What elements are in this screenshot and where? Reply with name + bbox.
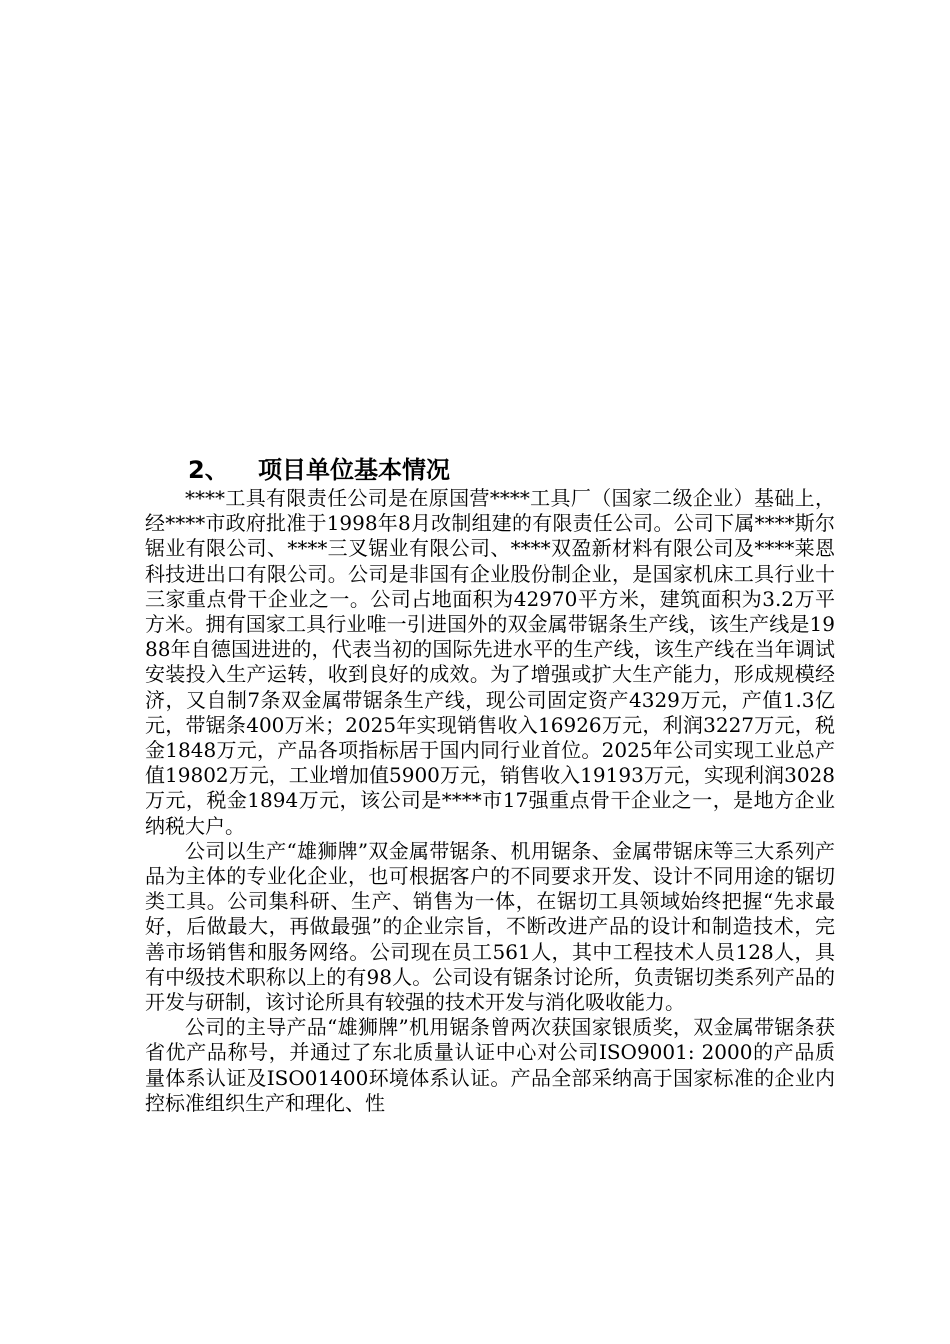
section-title: 项目单位基本情况	[258, 456, 450, 484]
paragraph-awards-and-certification: 公司的主导产品“雄狮牌”机用锯条曾两次获国家银质奖，双金属带锯条获省优产品称号，并通过了东北质量认证中心对公司ISO9001: 2000的产品质量体系认证及ISO01400环境体系认证。产品全部采纳高于国家标准的企业内控标准组织生产和理化、性	[145, 1015, 835, 1115]
section-heading	[188, 452, 450, 488]
paragraph-company-overview: ****工具有限责任公司是在原国营****工具厂（国家二级企业）基础上，经****市政府批准于1998年8月改制组建的有限责任公司。公司下属****斯尔锯业有限公司、****三叉锯业有限公司、****双盈新材料有限公司及****莱恩科技进出口有限公司。公司是非国有企业股份制企业，是国家机床工具行业十三家重点骨干企业之一。公司占地面积为42970平方米，建筑面积为3.2万平方米。拥有国家工具行业唯一引进国外的双金属带锯条生产线，该生产线是1988年自德国进进的，代表当初的国际先进水平的生产线，该生产线在当年调试安装投入生产运转，收到良好的成效。为了增强或扩大生产能力，形成规模经济，又自制7条双金属带锯条生产线，现公司固定资产4329万元，产值1.3亿元，带锯条400万米；2025年实现销售收入16926万元，利润3227万元，税金1848万元，产品各项指标居于国内同行业首位。2025年公司实现工业总产值19802万元，工业增加值5900万元，销售收入19193万元，实现利润3028万元，税金1894万元，该公司是****市17强重点骨干企业之一，是地方企业纳税大户。	[145, 486, 835, 838]
section-number: 2、	[188, 456, 229, 484]
paragraph-products-and-staff: 公司以生产“雄狮牌”双金属带锯条、机用锯条、金属带锯床等三大系列产品为主体的专业化企业，也可根据客户的不同要求开发、设计不同用途的锯切类工具。公司集科研、生产、销售为一体，在锯切工具领域始终把握“先求最好，后做最大，再做最强”的企业宗旨，不断改进产品的设计和制造技术，完善市场销售和服务网络。公司现在员工561人，其中工程技术人员128人，具有中级技术职称以上的有98人。公司设有锯条讨论所，负责锯切类系列产品的开发与研制，该讨论所具有较强的技术开发与消化吸收能力。	[145, 838, 835, 1015]
body-text	[145, 486, 835, 1116]
